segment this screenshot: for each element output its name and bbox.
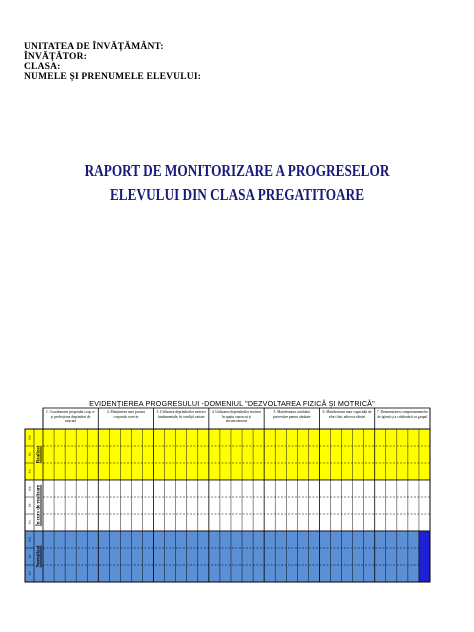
time-label: Sept (28, 485, 31, 491)
accent-cell (419, 531, 430, 582)
column-header: 4. Utilizarea deprinderilor motrice în spațiu cunoscut și neconcunoscut (211, 410, 262, 424)
level-band (25, 531, 430, 582)
column-header: 1. Coordonarea propriului corp, a-și perfecționa deprinderi de mișcare (45, 410, 96, 424)
report-title-line-1: RAPORT DE MONITORIZARE A PROGRESELOR (84, 161, 390, 180)
time-label: Ian (28, 452, 31, 456)
level-label: În curs de realizare (36, 484, 41, 526)
school-label: UNITATEA DE ÎNVĂȚĂMÂNT: (24, 42, 164, 52)
level-band (25, 429, 430, 480)
time-label: Ian (28, 554, 31, 558)
column-header: 6. Manifestarea unor capacități de efort fizic adecvat vârstei (322, 410, 372, 419)
time-label: Sept (28, 434, 31, 440)
column-header: 2. Menținerea unei posturi corporale corecte (106, 410, 145, 419)
column-header: 5. Manifestarea conduitei preventive pentru sănătate (272, 410, 311, 419)
teacher-label: ÎNVĂȚĂTOR: (24, 52, 88, 62)
column-header: 3. Utilizarea deprinderilor motrice fundamentale, în condiții variate (156, 410, 206, 419)
report-title-line-2: ELEVULUI DIN CLASA PREGATITOARE (109, 185, 365, 204)
column-header: 7. Demonstrarea comportamentelor de igienă și a colaborării cu grupul (376, 410, 428, 419)
level-label: Realizat (36, 445, 41, 463)
time-label: Iun (28, 520, 31, 524)
class-label: CLASA: (24, 62, 61, 72)
level-label: Nerealizat (36, 545, 41, 567)
time-label: Iun (28, 469, 31, 473)
table-title: EVIDENȚIEREA PROGRESULUI -DOMENIUL "DEZVOLTAREA FIZICĂ ȘI MOTRICĂ" (89, 399, 375, 408)
time-label: Ian (28, 503, 31, 507)
level-band (25, 480, 430, 531)
time-label: Sept (28, 536, 31, 542)
student-name-label: NUMELE ȘI PRENUMELE ELEVULUI: (24, 72, 202, 82)
time-label: Iun (28, 571, 31, 575)
